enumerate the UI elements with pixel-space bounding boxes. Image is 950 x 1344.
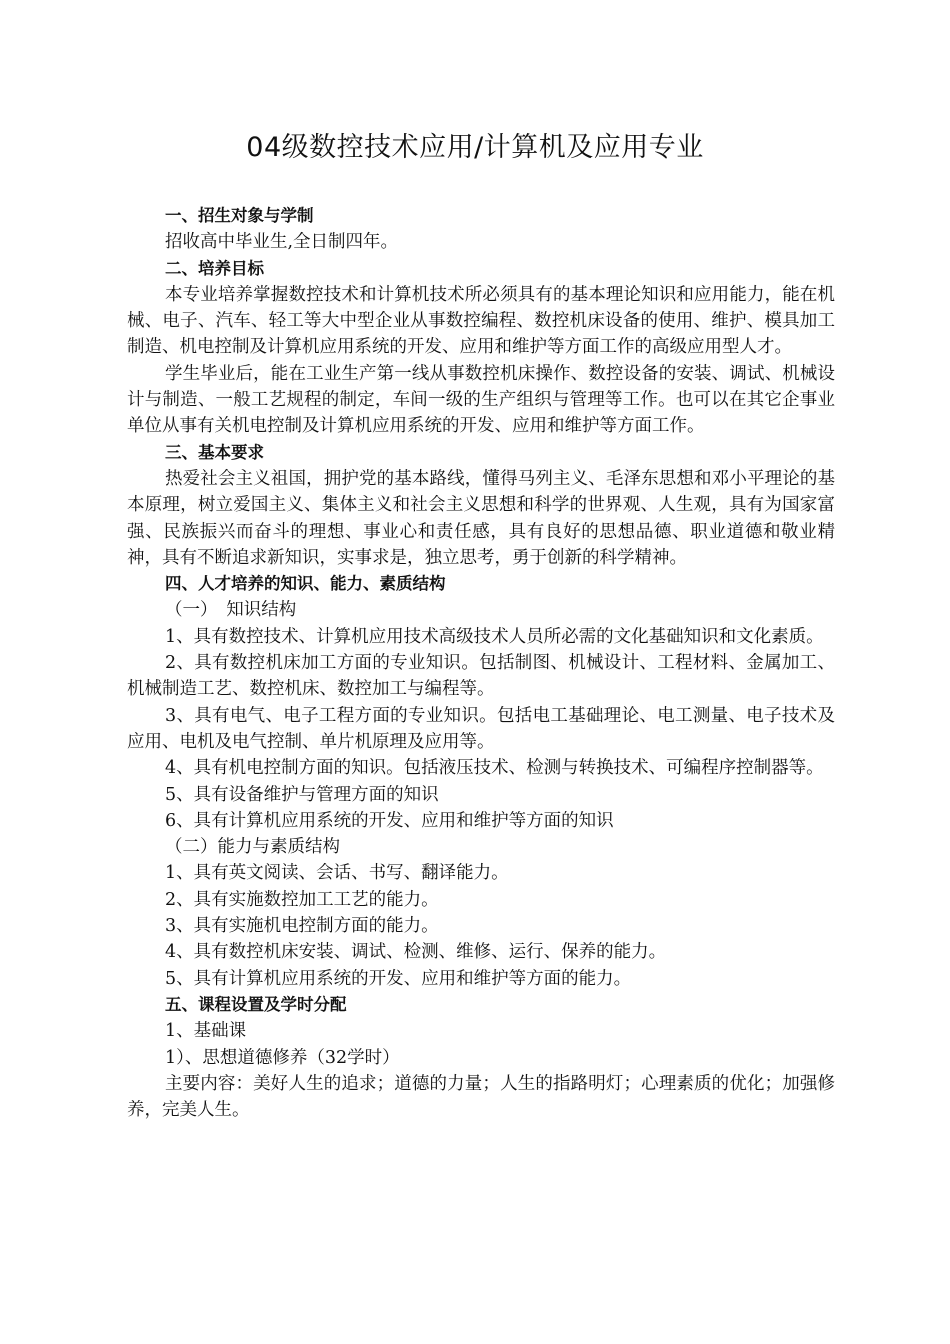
section-heading: 一、招生对象与学制 bbox=[165, 206, 314, 225]
paragraph: 招收高中毕业生,全日制四年。 bbox=[165, 232, 399, 253]
paragraph: 3、具有实施机电控制方面的能力。 bbox=[165, 916, 439, 937]
paragraph: 主要内容：美好人生的追求；道德的力量；人生的指路明灯；心理素质的优化；加强修养，完美人生。 bbox=[127, 1073, 835, 1121]
paragraph: 1、具有数控技术、计算机应用技术高级技术人员所必需的文化基础知识和文化素质。 bbox=[165, 626, 824, 647]
paragraph: 热爱社会主义祖国，拥护党的基本路线，懂得马列主义、毛泽东思想和邓小平理论的基本原理，树立爱国主义、集体主义和社会主义思想和科学的世界观、人生观，具有为国家富强、民族振兴而奋斗的理想、事业心和责任感，具有良好的思想品德、职业道德和敬业精神，具有不断追求新知识，实事求是，独立思考，勇于创新的科学精神。 bbox=[127, 468, 835, 568]
paragraph: 4、具有数控机床安装、调试、检测、维修、运行、保养的能力。 bbox=[165, 942, 667, 963]
section-heading: 四、人才培养的知识、能力、素质结构 bbox=[165, 574, 446, 594]
paragraph: 5、具有设备维护与管理方面的知识 bbox=[165, 784, 439, 805]
document-title: 04级数控技术应用/计算机及应用专业 bbox=[246, 132, 704, 163]
paragraph: （一） 知识结构 bbox=[165, 600, 297, 621]
paragraph: （二）能力与素质结构 bbox=[165, 837, 340, 858]
section-heading: 三、基本要求 bbox=[165, 442, 264, 462]
paragraph: 本专业培养掌握数控技术和计算机技术所必须具有的基本理论知识和应用能力，能在机械、电子、汽车、轻工等大中型企业从事数控编程、数控机床设备的使用、维护、模具加工制造、机电控制及计算机应用系统的开发、应用和维护等方面工作的高级应用型人才。 bbox=[127, 284, 835, 358]
paragraph: 6、具有计算机应用系统的开发、应用和维护等方面的知识 bbox=[165, 810, 614, 831]
paragraph: 学生毕业后，能在工业生产第一线从事数控机床操作、数控设备的安装、调试、机械设计与制造、一般工艺规程的制定，车间一级的生产组织与管理等工作。也可以在其它企事业单位从事有关机电控制及计算机应用系统的开发、应用和维护等方面工作。 bbox=[127, 363, 835, 437]
section-heading: 二、培养目标 bbox=[165, 258, 264, 278]
section-heading: 五、课程设置及学时分配 bbox=[165, 994, 347, 1014]
paragraph: 3、具有电气、电子工程方面的专业知识。包括电工基础理论、电工测量、电子技术及应用、电机及电气控制、单片机原理及应用等。 bbox=[127, 705, 835, 752]
paragraph: 1）、思想道德修养（32学时） bbox=[165, 1047, 400, 1068]
paragraph: 5、具有计算机应用系统的开发、应用和维护等方面的能力。 bbox=[165, 968, 632, 989]
paragraph: 2、具有数控机床加工方面的专业知识。包括制图、机械设计、工程材料、金属加工、机械制造工艺、数控机床、数控加工与编程等。 bbox=[127, 653, 835, 700]
paragraph: 1、基础课 bbox=[165, 1021, 247, 1042]
paragraph: 2、具有实施数控加工工艺的能力。 bbox=[165, 889, 439, 910]
document-body bbox=[127, 203, 835, 1123]
paragraph: 4、具有机电控制方面的知识。包括液压技术、检测与转换技术、可编程序控制器等。 bbox=[165, 758, 824, 779]
paragraph: 1、具有英文阅读、会话、书写、翻译能力。 bbox=[165, 863, 509, 884]
